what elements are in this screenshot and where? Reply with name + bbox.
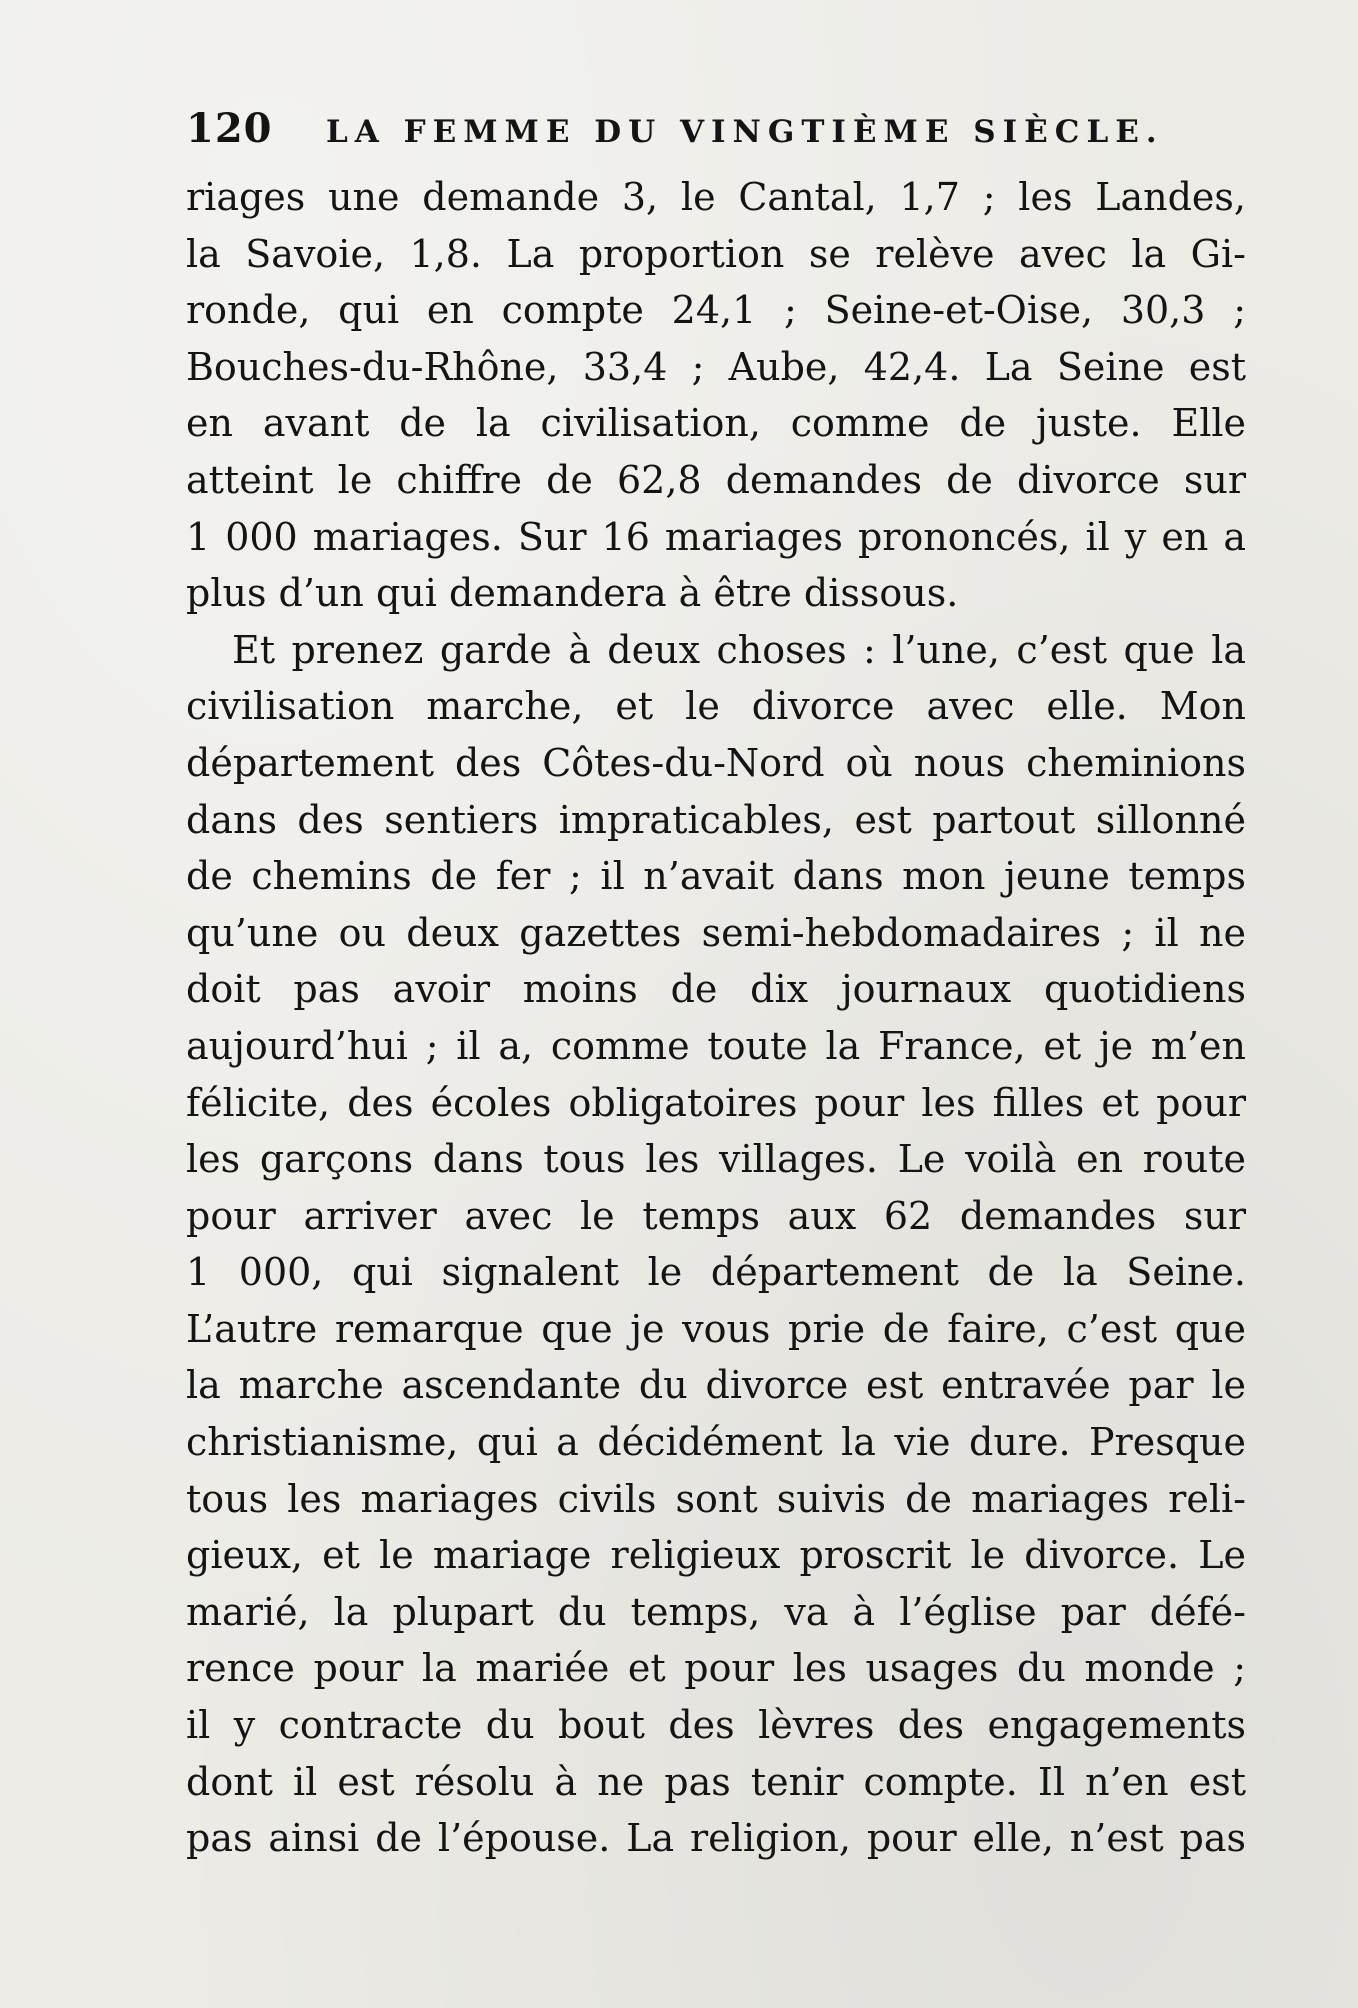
text-line: Bouches-du-Rhône, 33,4 ; Aube, 42,4. La Seine est: [186, 344, 1246, 389]
page-number: 120: [186, 105, 273, 152]
text-line: la Savoie, 1,8. La proportion se relève avec la Gi-: [186, 231, 1246, 276]
body-text: [186, 169, 1246, 1867]
text-line: qu’une ou deux gazettes semi-hebdomadaires ; il ne: [186, 910, 1246, 955]
text-line: félicite, des écoles obligatoires pour les filles et pour: [186, 1080, 1246, 1125]
text-line: département des Côtes-du-Nord où nous cheminions: [186, 740, 1246, 785]
text-line: 1 000 mariages. Sur 16 mariages prononcés, il y en a: [186, 514, 1246, 559]
text-line: Et prenez garde à deux choses : l’une, c’est que la: [232, 627, 1246, 672]
text-line: aujourd’hui ; il a, comme toute la France, et je m’en: [186, 1023, 1246, 1068]
text-line: pour arriver avec le temps aux 62 demandes sur: [186, 1193, 1246, 1238]
text-line: les garçons dans tous les villages. Le voilà en route: [186, 1137, 1246, 1182]
text-line: tous les mariages civils sont suivis de mariages reli-: [186, 1476, 1246, 1521]
text-line: 1 000, qui signalent le département de la Seine.: [186, 1250, 1246, 1295]
text-line: pas ainsi de l’épouse. La religion, pour elle, n’est pas: [186, 1816, 1246, 1861]
text-line: dont il est résolu à ne pas tenir compte. Il n’en est: [186, 1759, 1246, 1804]
text-line: atteint le chiffre de 62,8 demandes de divorce sur: [186, 457, 1246, 502]
text-line: dans des sentiers impraticables, est partout sillonné: [186, 797, 1246, 842]
text-line: plus d’un qui demandera à être dissous.: [186, 571, 959, 616]
text-line: il y contracte du bout des lèvres des engagements: [186, 1703, 1246, 1748]
text-line: rence pour la mariée et pour les usages du monde ;: [186, 1646, 1246, 1691]
paragraph-2: [186, 622, 1246, 1867]
paragraph-1: [186, 169, 1246, 622]
running-head: [186, 104, 1246, 154]
text-line: en avant de la civilisation, comme de juste. Elle: [186, 401, 1246, 446]
running-title: LA FEMME DU VINGTIÈME SIÈCLE.: [325, 114, 1164, 150]
text-line: la marche ascendante du divorce est entravée par le: [186, 1363, 1246, 1408]
text-line: civilisation marche, et le divorce avec elle. Mon: [186, 684, 1246, 729]
text-line: marié, la plupart du temps, va à l’église par défé-: [186, 1589, 1246, 1634]
text-line: L’autre remarque que je vous prie de faire, c’est que: [186, 1306, 1246, 1351]
text-line: de chemins de fer ; il n’avait dans mon jeune temps: [186, 854, 1246, 899]
text-line: gieux, et le mariage religieux proscrit le divorce. Le: [186, 1533, 1246, 1578]
text-line: ronde, qui en compte 24,1 ; Seine-et-Oise, 30,3 ;: [186, 288, 1246, 333]
text-line: doit pas avoir moins de dix journaux quotidiens: [186, 967, 1246, 1012]
text-line: christianisme, qui a décidément la vie dure. Presque: [186, 1420, 1246, 1465]
text-line: riages une demande 3, le Cantal, 1,7 ; les Landes,: [186, 175, 1246, 219]
